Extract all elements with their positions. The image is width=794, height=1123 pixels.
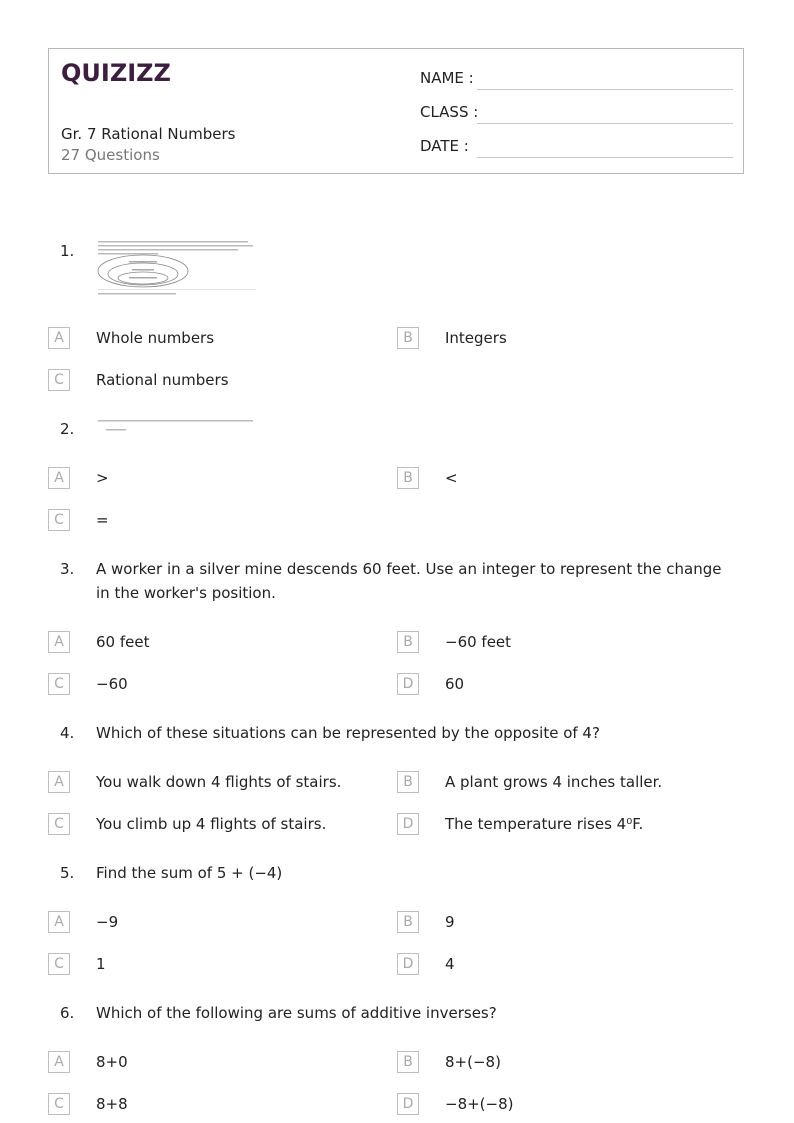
question-number: 6. <box>60 1004 75 1022</box>
option-a-text: 60 feet <box>96 633 150 651</box>
option-d-letter[interactable]: D <box>397 953 419 975</box>
name-label: NAME : <box>420 69 474 87</box>
option-d-text: 60 <box>445 675 465 693</box>
option-d-letter[interactable]: D <box>397 673 419 695</box>
option-a-text: 8+0 <box>96 1053 128 1071</box>
option-c-letter[interactable]: C <box>48 673 70 695</box>
quizizz-logo: QUIZIZZ <box>61 59 171 87</box>
worksheet-header <box>48 48 744 174</box>
option-b-text: Integers <box>445 329 507 347</box>
option-c-text: 8+8 <box>96 1095 128 1113</box>
option-b-letter[interactable]: B <box>397 327 419 349</box>
question-number: 1. <box>60 242 75 260</box>
option-d-letter[interactable]: D <box>397 813 419 835</box>
option-c-text: −60 <box>96 675 128 693</box>
option-a-letter[interactable]: A <box>48 631 70 653</box>
class-line <box>477 123 733 124</box>
date-label: DATE : <box>420 137 469 155</box>
option-d-text: 4 <box>445 955 455 973</box>
worksheet-title: Gr. 7 Rational Numbers <box>61 125 236 143</box>
option-b-letter[interactable]: B <box>397 771 419 793</box>
name-line <box>477 89 733 90</box>
option-a-text: You walk down 4 flights of stairs. <box>96 773 342 791</box>
option-d-text: The temperature rises 4⁰F. <box>445 815 644 833</box>
question-text: Which of the following are sums of additive inverses? <box>96 1004 497 1022</box>
option-a-letter[interactable]: A <box>48 327 70 349</box>
option-b-letter[interactable]: B <box>397 467 419 489</box>
question-number: 4. <box>60 724 75 742</box>
option-d-text: −8+(−8) <box>445 1095 514 1113</box>
option-b-letter[interactable]: B <box>397 1051 419 1073</box>
option-b-letter[interactable]: B <box>397 631 419 653</box>
option-c-letter[interactable]: C <box>48 369 70 391</box>
option-c-letter[interactable]: C <box>48 1093 70 1115</box>
option-c-letter[interactable]: C <box>48 813 70 835</box>
option-b-text: 9 <box>445 913 455 931</box>
option-c-text: = <box>96 511 109 529</box>
option-c-text: Rational numbers <box>96 371 229 389</box>
option-a-letter[interactable]: A <box>48 911 70 933</box>
option-c-text: 1 <box>96 955 106 973</box>
option-a-text: > <box>96 469 109 487</box>
question-image-venn-diagram <box>96 236 258 298</box>
question-image-inequality <box>96 416 258 438</box>
option-a-text: −9 <box>96 913 119 931</box>
question-number: 3. <box>60 560 75 578</box>
option-b-text: A plant grows 4 inches taller. <box>445 773 663 791</box>
option-a-text: Whole numbers <box>96 329 215 347</box>
option-a-letter[interactable]: A <box>48 1051 70 1073</box>
option-a-letter[interactable]: A <box>48 467 70 489</box>
question-text: A worker in a silver mine descends 60 feet. Use an integer to represent the change in the worker's position. <box>96 560 722 602</box>
class-label: CLASS : <box>420 103 479 121</box>
option-b-text: < <box>445 469 458 487</box>
option-b-text: −60 feet <box>445 633 512 651</box>
question-text: Find the sum of 5 + (−4) <box>96 864 283 882</box>
option-c-text: You climb up 4 flights of stairs. <box>96 815 327 833</box>
option-b-text: 8+(−8) <box>445 1053 501 1071</box>
date-line <box>477 157 733 158</box>
question-text: Which of these situations can be represented by the opposite of 4? <box>96 724 600 742</box>
option-a-letter[interactable]: A <box>48 771 70 793</box>
question-number: 2. <box>60 420 75 438</box>
question-count: 27 Questions <box>61 146 160 164</box>
option-c-letter[interactable]: C <box>48 953 70 975</box>
question-number: 5. <box>60 864 75 882</box>
option-d-letter[interactable]: D <box>397 1093 419 1115</box>
option-c-letter[interactable]: C <box>48 509 70 531</box>
option-b-letter[interactable]: B <box>397 911 419 933</box>
